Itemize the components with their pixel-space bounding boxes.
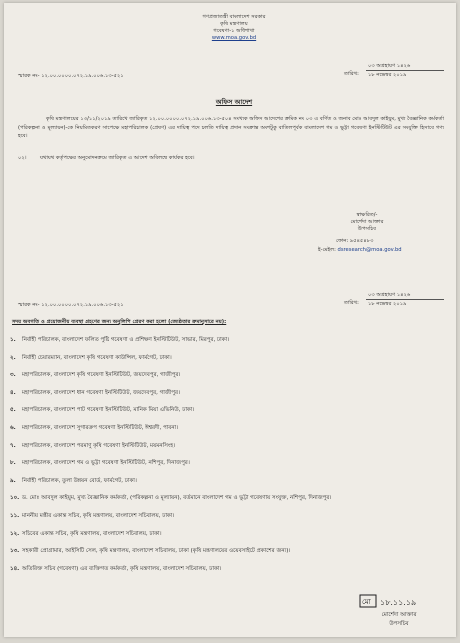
list-item: ১৪. অতিরিক্ত সচিব (গবেষণা) এর ব্যক্তিগত কর্মকর্তা, কৃষি মন্ত্রণালয়, বাংলাদেশ সচিবালয়, ঢাকা। [10, 565, 222, 572]
signer-phone-label: ফোন: [336, 238, 349, 244]
list-item: ১১. মাননীয় মন্ত্রীর একান্ত সচিব, কৃষি মন্ত্রণালয়, বাংলাদেশ সচিবালয়, ঢাকা। [10, 512, 175, 519]
memo-date-bangla-top: ০৩ অগ্রহায়ণ ১৪২৬ [368, 63, 411, 69]
signer-name: মোর্শেদা আক্তার [350, 219, 384, 225]
distribution-intro: সদয় অবগতি ও প্রয়োজনীয় ব্যবস্থা গ্রহণের জন্য অনুলিপি প্রেরণ করা হলো (জ্যেষ্ঠতার ক্রমানুসারে নয়): [12, 319, 227, 325]
memo-number-label-bottom: স্মারক নং- [18, 302, 40, 308]
date-divider-bottom [366, 299, 444, 300]
memo-date-label-top: তারিখ: [344, 71, 359, 77]
list-item: ১. নির্বাহী পরিচালক, বাংলাদেশ ফলিত পুষ্টি গবেষণা ও প্রশিক্ষণ ইনস্টিটিউট, সাভার, মিরপুর, ঢাকা। [10, 337, 230, 343]
signer-email-link[interactable]: dsresearch@moa.gov.bd [337, 247, 402, 253]
list-item: ৭. মহাপরিচালক, বাংলাদেশ পরমাণু কৃষি গবেষণা ইনস্টিটিউট, ময়মনসিংহ। [10, 442, 176, 449]
list-item: ৪. মহাপরিচালক, বাংলাদেশ ধান গবেষণা ইনস্টিটিউট, জয়দেবপুর, গাজীপুর। [10, 389, 181, 396]
order-point-text: যথাযথ কর্তৃপক্ষের অনুমোদনক্রমে জারিকৃত এ আদেশ অবিলম্বে কার্যকর হবে। [40, 155, 195, 161]
memo-number-value: ১২.০০.০০০০.০৭২.১৯.০০৬.১৩-৫২১ [41, 73, 124, 79]
distribution-list [10, 337, 446, 583]
memo-date-bangla-bottom: ০৩ অগ্রহায়ণ ১৪২৬ [368, 292, 411, 298]
list-item: ১০. ড. মোঃ আবদুল কাইয়ুম, মুখ্য বৈজ্ঞানিক কর্মকর্তা, (পরিকল্পনা ও মূল্যায়ন), বর্তমানে বাংলাদেশ গম ও ভুট্টা গবেষণায় সংযুক্ত, নশিপুর, দিনাজপুর। [10, 495, 332, 502]
signer-email [318, 247, 402, 254]
list-item: ১৩. সহকারী প্রোগ্রামার, আইসিটি সেল, কৃষি মন্ত্রণালয়, বাংলাদেশ সচিবালয়, ঢাকা (কৃষি মন্ত্রণালয়ের ওয়েবসাইটে প্রকাশের জন্য)। [10, 548, 291, 555]
order-point-number: ০২। [18, 155, 27, 161]
memo-number-value-bottom: ১২.০০.০০০০.০৭২.১৯.০০৬.১৩-৫২১ [41, 302, 124, 308]
memo-number-label: স্মারক নং- [18, 73, 40, 79]
list-item: ১২. সচিবের একান্ত সচিব, কৃষি মন্ত্রণালয়, বাংলাদেশ সচিবালয়, ঢাকা। [10, 530, 162, 537]
header-website-link[interactable]: www.moa.gov.bd [211, 35, 257, 41]
order-title: অফিস আদেশ [215, 98, 253, 106]
list-item: ৫. মহাপরিচালক, বাংলাদেশ পাট গবেষণা ইনস্টিটিউট, মানিক মিয়া এভিনিউ, ঢাকা। [10, 407, 195, 414]
list-item: ৮. মহাপরিচালক, বাংলাদেশ গম ও ভুট্টা গবেষণা ইনস্টিটিউট, নশিপুর, দিনাজপুর। [10, 460, 190, 467]
memo-date-label-bottom: তারিখ: [344, 300, 359, 306]
list-item: ২. নির্বাহী চেয়ারম্যান, বাংলাদেশ কৃষি গবেষণা কাউন্সিল, ফার্মগেট, ঢাকা। [10, 354, 172, 361]
signer-label: স্বাক্ষরিত/- [356, 212, 378, 218]
signature-date: ১৮.১১.১৯ [380, 598, 417, 607]
list-item: ৯. নির্বাহী পরিচালক, তুলা উন্নয়ন বোর্ড, ফার্মগেট, ঢাকা। [10, 477, 137, 484]
signer-phone-value: ৯৫৪৫৪৮৩ [349, 238, 374, 244]
order-point-02 [18, 155, 444, 162]
bottom-signer-designation: উপসচিব [389, 621, 409, 627]
signer-designation: উপসচিব [357, 226, 377, 232]
date-divider-top [366, 70, 444, 71]
order-body: কৃষি মন্ত্রণালয়ের ১৩/১১/২০১৯ তারিখে জারিকৃত ১২.০০.০০০০.০৭২.১৯.০০৬.১৩-৫০৪ সংখ্যক অফিস আদেশের ক্রমিক নং ০৩ এ বর্ণিত ও জনাব মোঃ আবদুল কাইয়ুম, মুখ্য বৈজ্ঞানিক কর্মকর্তা (পরিকল্পনা ও মূল্যায়ন)-কে নিয়মিতকরণ সাপেক্ষে মহাপরিচালক (প্রেষণ) এর দায়িত্ব পদে চলতি দায়িত্ব প্রদান সংক্রান্ত অংশটুকু বাতিলপূর্বক বাংলাদেশ গম ও ভুট্টা গবেষণা ইনস্টিটিউট এর সংযুক্তি হিসাবে গণ্য হবে। [18, 116, 444, 139]
memo-date-english-bottom: ১৮ নভেম্বর ২০১৯ [368, 301, 407, 307]
document-page [4, 3, 456, 637]
header-government: গণপ্রজাতন্ত্রী বাংলাদেশ সরকার [202, 14, 266, 20]
header-ministry: কৃষি মন্ত্রণালয় [220, 21, 248, 27]
bottom-signer-name: মোর্শেদা আক্তার [381, 612, 417, 618]
memo-date-english-top: ১৮ নভেম্বর ২০১৯ [368, 72, 407, 78]
memo-number-top [18, 73, 124, 80]
signature-initial: মো [362, 598, 371, 606]
list-item: ৩. মহাপরিচালক, বাংলাদেশ কৃষি গবেষণা ইনস্টিটিউট, জয়দেবপুর, গাজীপুর। [10, 372, 181, 379]
signer-email-label: ই-মেইল: [318, 247, 336, 253]
handwritten-signature [356, 593, 446, 613]
list-item: ৬. মহাপরিচালক, বাংলাদেশ সুগারক্রপ গবেষণা ইনস্টিটিউট, ঈশ্বরদী, পাবনা। [10, 424, 179, 431]
header-division: গবেষণা-১ অধিশাখা [213, 28, 255, 34]
memo-number-bottom [18, 302, 124, 309]
signer-phone [336, 238, 373, 245]
